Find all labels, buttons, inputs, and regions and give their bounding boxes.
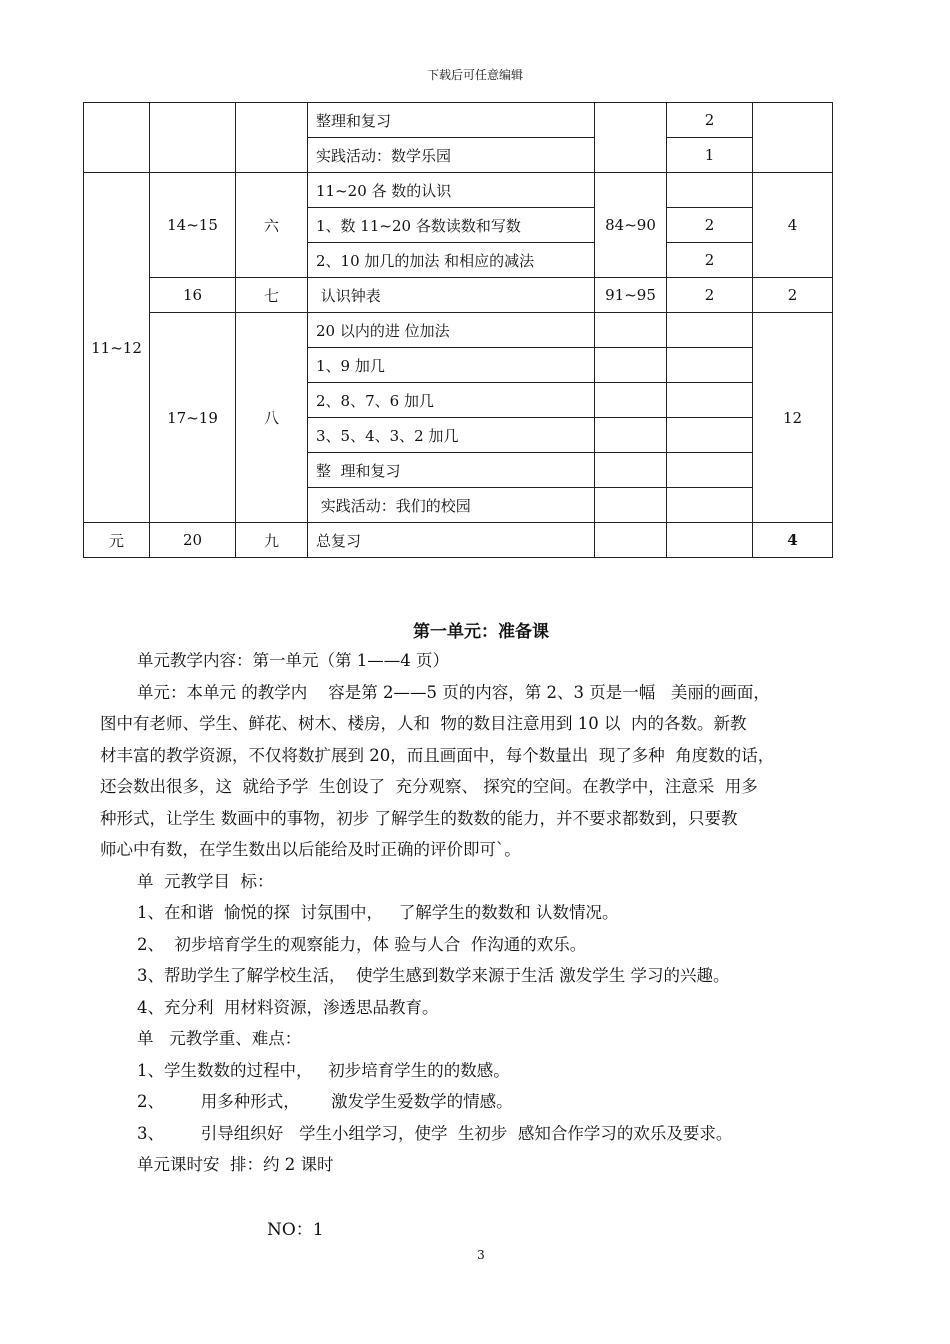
paragraph: 1、在和谐 愉悦的探 讨氛围中， 了解学生的数数和 认数情况。 — [137, 903, 619, 922]
pages-cell — [595, 418, 667, 453]
paragraph: 3、 引导组织好 学生小组学习，使学 生初步 感知合作学习的欢乐及要求。 — [137, 1123, 733, 1143]
lessons-cell — [667, 418, 753, 453]
unit-cell: 七 — [236, 278, 308, 313]
paragraph: 材丰富的教学资源，不仅将数扩展到 20，而且画面中，每个数量出 现了多种 角度数的话， — [100, 745, 775, 765]
topic-cell: 11~20 各 数的认识 — [308, 173, 595, 208]
page-number: 3 — [477, 1248, 485, 1262]
topic-cell: 整 理和复习 — [308, 453, 595, 488]
topic-cell: 实践活动：我们的校园 — [308, 488, 595, 523]
paragraph: 单元：本单元 的教学内 容是第 2——5 页的内容，第 2、3 页是一幅 美丽的画面， — [137, 682, 770, 702]
paragraph: 还会数出很多，这 就给予学 生创设了 充分观察、 探究的空间。在教学中，注意采 用多 — [100, 777, 758, 796]
topic-cell: 整理和复习 — [308, 103, 595, 138]
page-header: 下载后可任意编辑 — [426, 68, 523, 82]
week-cell — [84, 103, 150, 173]
period-cell — [150, 103, 236, 173]
lessons-cell — [667, 173, 753, 208]
pages-cell — [595, 313, 667, 348]
paragraph: 单 元教学重、难点： — [137, 1029, 302, 1048]
unit-cell: 九 — [236, 523, 308, 558]
week-cell: 11~12 — [84, 173, 150, 523]
paragraph: 师心中有数，在学生数出以后能给及时正确的评价即可`。 — [100, 840, 521, 859]
body-text — [100, 645, 870, 1181]
period-cell: 17~19 — [150, 313, 236, 523]
topic-cell: 3、5、4、3、2 加几 — [308, 418, 595, 453]
lessons-cell: 2 — [667, 103, 753, 138]
period-cell: 14~15 — [150, 173, 236, 278]
topic-cell: 总复习 — [308, 523, 595, 558]
lesson-number: NO：1 — [267, 1220, 324, 1240]
section-title: 第一单元：准备课 — [413, 622, 549, 642]
lessons-cell — [667, 348, 753, 383]
pages-cell — [595, 383, 667, 418]
lessons-cell: 2 — [667, 208, 753, 243]
lessons-cell — [667, 488, 753, 523]
lessons-cell — [667, 453, 753, 488]
topic-cell: 2、8、7、6 加几 — [308, 383, 595, 418]
pages-cell — [595, 523, 667, 558]
lessons-cell — [667, 523, 753, 558]
pages-cell — [595, 488, 667, 523]
total-cell — [753, 103, 833, 173]
pages-cell: 91~95 — [595, 278, 667, 313]
period-cell: 20 — [150, 523, 236, 558]
topic-cell: 2、10 加几的加法 和相应的减法 — [308, 243, 595, 278]
table-row — [84, 313, 833, 348]
table-row — [84, 278, 833, 313]
lessons-cell — [667, 383, 753, 418]
unit-cell: 六 — [236, 173, 308, 278]
paragraph: 2、 用多种形式， 激发学生爱数学的情感。 — [137, 1092, 513, 1111]
topic-cell: 20 以内的进 位加法 — [308, 313, 595, 348]
topic-cell: 1、数 11~20 各数读数和写数 — [308, 208, 595, 243]
paragraph: 单元教学内容：第一单元（第 1——4 页） — [137, 651, 449, 670]
topic-cell: 实践活动：数学乐园 — [308, 138, 595, 173]
total-cell: 12 — [753, 313, 833, 523]
paragraph: 3、帮助学生了解学校生活， 使学生感到数学来源于生活 激发学生 学习的兴趣。 — [137, 966, 730, 985]
lessons-cell: 1 — [667, 138, 753, 173]
topic-cell: 1、9 加几 — [308, 348, 595, 383]
period-cell: 16 — [150, 278, 236, 313]
total-cell: 2 — [753, 278, 833, 313]
total-cell: 4 — [753, 173, 833, 278]
lessons-cell: 2 — [667, 278, 753, 313]
paragraph: 1、学生数数的过程中， 初步培育学生的的数感。 — [137, 1060, 510, 1080]
paragraph: 单 元教学目 标： — [137, 871, 274, 891]
paragraph: 单元课时安 排：约 2 课时 — [137, 1155, 334, 1174]
unit-cell — [236, 103, 308, 173]
pages-cell — [595, 348, 667, 383]
paragraph: 种形式，让学生 数画中的事物，初步 了解学生的数数的能力，并不要求都数到，只要教 — [100, 808, 738, 828]
pages-cell — [595, 453, 667, 488]
paragraph: 4、充分利 用材料资源，渗透思品教育。 — [137, 997, 439, 1017]
lessons-cell: 2 — [667, 243, 753, 278]
table-row — [84, 103, 833, 138]
pages-cell: 84~90 — [595, 173, 667, 278]
table-row — [84, 523, 833, 558]
lessons-cell — [667, 313, 753, 348]
paragraph: 图中有老师、学生、鲜花、树木、楼房，人和 物的数目注意用到 10 以 内的各数。新教 — [100, 714, 747, 733]
paragraph: 2、 初步培育学生的观察能力，体 验与人合 作沟通的欢乐。 — [137, 934, 587, 954]
table-row — [84, 173, 833, 208]
unit-cell: 八 — [236, 313, 308, 523]
total-cell: 4 — [753, 523, 833, 558]
week-cell: 元 — [84, 523, 150, 558]
pages-cell — [595, 103, 667, 173]
topic-cell: 认识钟表 — [308, 278, 595, 313]
schedule-table — [83, 102, 833, 558]
